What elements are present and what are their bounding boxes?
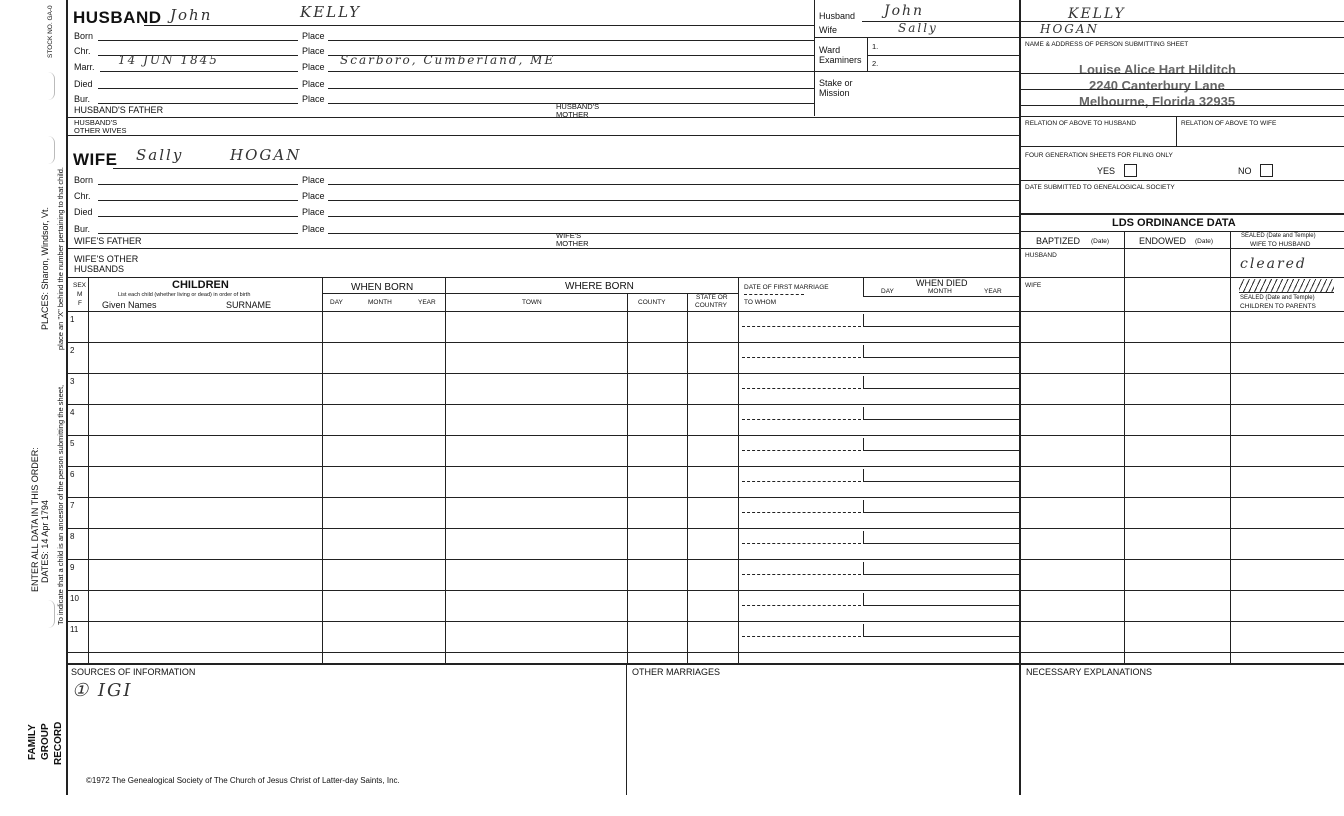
children-instr: List each child (whether living or dead) in order of birth bbox=[118, 292, 251, 298]
husband-marr-label: Marr. bbox=[74, 62, 95, 72]
copyright: ©1972 The Genealogical Society of The Church of Jesus Christ of Latter-day Saints, Inc. bbox=[86, 776, 400, 785]
lds-header-line bbox=[1019, 248, 1344, 249]
wife-chr-label: Chr. bbox=[74, 191, 91, 201]
wife-surname: HOGAN bbox=[230, 146, 302, 164]
wife-other-husbands-2: HUSBANDS bbox=[74, 264, 125, 274]
sources-handwriting: ① IGI bbox=[72, 680, 133, 701]
row-line bbox=[66, 528, 1344, 529]
wife-born-place-line bbox=[328, 184, 1019, 185]
died-box-line bbox=[863, 481, 1019, 482]
row-number: 2 bbox=[70, 346, 75, 355]
ward-husband-label: Husband bbox=[819, 11, 856, 21]
town-col bbox=[627, 293, 628, 664]
husband-born-place-line bbox=[328, 40, 814, 41]
row-number: 11 bbox=[70, 625, 79, 634]
wife-born-label: Born bbox=[74, 175, 94, 185]
row-number: 7 bbox=[70, 501, 75, 510]
ward-wife-label: Wife bbox=[819, 25, 837, 35]
wife-bur-place-label: Place bbox=[302, 224, 325, 234]
stake-label-2: Mission bbox=[819, 88, 850, 98]
row-line bbox=[66, 435, 1344, 436]
born-town: TOWN bbox=[522, 299, 542, 306]
wife-died-label: Died bbox=[74, 207, 93, 217]
lds-col-1 bbox=[1124, 231, 1125, 664]
lds-endowed: ENDOWED bbox=[1139, 236, 1186, 246]
examiner-1-line bbox=[867, 55, 1019, 56]
husband-father-label: HUSBAND'S FATHER bbox=[74, 105, 164, 115]
row-number: 4 bbox=[70, 408, 75, 417]
husband-chr-place-label: Place bbox=[302, 46, 325, 56]
children-title: CHILDREN bbox=[172, 279, 229, 291]
lds-hatched-area bbox=[1239, 279, 1334, 293]
lds-baptized: BAPTIZED bbox=[1036, 236, 1081, 246]
relation-bottom-line bbox=[1019, 146, 1344, 147]
hole-punch bbox=[48, 72, 55, 100]
marriage-dash bbox=[742, 419, 861, 420]
children-header-bottom bbox=[66, 311, 1019, 312]
row-line bbox=[66, 373, 1344, 374]
wife-other-husbands-line bbox=[66, 277, 1019, 278]
state-2: COUNTRY bbox=[695, 302, 728, 309]
ward-husband-given: John bbox=[884, 3, 925, 19]
lds-wife-line bbox=[1019, 311, 1344, 312]
indicate-instruction: To indicate that a child is an ancestor of the person submitting the sheet, bbox=[56, 384, 65, 625]
wife-father-label: WIFE'S FATHER bbox=[74, 236, 142, 246]
died-box-line bbox=[863, 357, 1019, 358]
ward-border bbox=[814, 0, 815, 116]
sex-label: SEX bbox=[73, 282, 87, 289]
wife-mother-label-2: MOTHER bbox=[556, 239, 589, 248]
lds-endowed-date: (Date) bbox=[1195, 238, 1214, 245]
row-line bbox=[66, 342, 1344, 343]
row-line bbox=[66, 497, 1344, 498]
stake-label-1: Stake or bbox=[819, 78, 853, 88]
examiner-2: 2. bbox=[872, 59, 879, 68]
place-x-instruction: place an "X" behind the number pertaining to that child. bbox=[56, 167, 65, 350]
died-box-line bbox=[863, 636, 1019, 637]
examiners-divider bbox=[867, 37, 868, 71]
died-box-line bbox=[863, 326, 1019, 327]
marriage-dash bbox=[742, 636, 861, 637]
died-box-line bbox=[863, 574, 1019, 575]
submitter-line-1: Louise Alice Hart Hilditch bbox=[1079, 62, 1236, 77]
submitter-rule-2 bbox=[1019, 89, 1344, 90]
wife-chr-place-label: Place bbox=[302, 191, 325, 201]
no-checkbox[interactable] bbox=[1260, 164, 1273, 177]
lds-top-line bbox=[1019, 213, 1344, 215]
wife-given-name: Sally bbox=[136, 146, 184, 164]
sex-m: M bbox=[77, 291, 83, 298]
places-text: PLACES: Sharon, Windsor, Vt. bbox=[40, 206, 50, 330]
row-line bbox=[66, 621, 1344, 622]
footer-top-line bbox=[66, 663, 1344, 665]
husband-parents-line bbox=[66, 117, 1019, 118]
marriage-dash bbox=[742, 512, 861, 513]
born-year: YEAR bbox=[418, 299, 436, 306]
dates-text: DATES: 14 Apr 1794 bbox=[40, 500, 50, 583]
husband-marr-place-label: Place bbox=[302, 62, 325, 72]
husband-chr-label: Chr. bbox=[74, 46, 91, 56]
wife-other-husbands-1: WIFE'S OTHER bbox=[74, 254, 139, 264]
husband-other-wives-line bbox=[66, 135, 1019, 136]
husband-name-line bbox=[144, 25, 814, 26]
name-col bbox=[322, 277, 323, 664]
husband-heading: HUSBAND bbox=[73, 8, 162, 27]
other-marriages-label: OTHER MARRIAGES bbox=[632, 667, 721, 677]
footer-divider bbox=[626, 663, 627, 795]
husband-other-wives-1: HUSBAND'S bbox=[74, 118, 118, 127]
stock-number: STOCK NO. GA-0 bbox=[47, 5, 54, 58]
date-col bbox=[445, 277, 446, 664]
died-box-line bbox=[863, 388, 1019, 389]
husband-died-place-label: Place bbox=[302, 79, 325, 89]
husband-bur-line bbox=[98, 103, 298, 104]
relation-top-line bbox=[1019, 116, 1344, 117]
husband-marr-line bbox=[100, 71, 298, 72]
submitter-rule-1 bbox=[1019, 73, 1344, 74]
born-county: COUNTY bbox=[638, 299, 666, 306]
died-box-line bbox=[863, 419, 1019, 420]
four-gen-label: FOUR GENERATION SHEETS FOR FILING ONLY bbox=[1025, 152, 1173, 159]
row-number: 1 bbox=[70, 315, 75, 324]
record-title-3: RECORD bbox=[53, 721, 64, 765]
enter-data-text: ENTER ALL DATA IN THIS ORDER: bbox=[30, 447, 40, 592]
ward-wife-given: Sally bbox=[898, 21, 938, 35]
died-month: MONTH bbox=[928, 288, 952, 295]
born-day: DAY bbox=[330, 299, 343, 306]
record-title-1: FAMILY bbox=[27, 724, 38, 760]
wife-died-line bbox=[98, 216, 298, 217]
died-col-left bbox=[863, 277, 864, 297]
husband-given-name: John bbox=[170, 6, 213, 24]
where-born-title: WHERE BORN bbox=[565, 281, 634, 292]
record-title-2: GROUP bbox=[40, 723, 51, 760]
wife-bur-place-line bbox=[328, 233, 1019, 234]
row-number: 6 bbox=[70, 470, 75, 479]
ward-label: Ward bbox=[819, 45, 841, 55]
husband-died-label: Died bbox=[74, 79, 93, 89]
died-box-line bbox=[863, 512, 1019, 513]
left-border bbox=[66, 0, 68, 795]
row-line bbox=[66, 466, 1344, 467]
first-marriage-label: DATE OF FIRST MARRIAGE bbox=[744, 284, 829, 291]
husband-bur-label: Bur. bbox=[74, 94, 91, 104]
wife-died-place-line bbox=[328, 216, 1019, 217]
hole-punch bbox=[48, 600, 55, 628]
date-submitted-label: DATE SUBMITTED TO GENEALOGICAL SOCIETY bbox=[1025, 184, 1175, 191]
row-line bbox=[66, 559, 1344, 560]
marriage-dash bbox=[742, 605, 861, 606]
died-year: YEAR bbox=[984, 288, 1002, 295]
husband-born-label: Born bbox=[74, 31, 94, 41]
children-surname: SURNAME bbox=[226, 300, 272, 310]
born-month: MONTH bbox=[368, 299, 392, 306]
husband-died-place-line bbox=[328, 88, 814, 89]
marriage-dash bbox=[742, 481, 861, 482]
wife-born-place-label: Place bbox=[302, 175, 325, 185]
relation-husband-label: RELATION OF ABOVE TO HUSBAND bbox=[1025, 120, 1136, 127]
submitter-line-2: 2240 Canterbury Lane bbox=[1089, 78, 1225, 93]
husband-marr-place: Scarboro, Cumberland, ME bbox=[340, 53, 556, 67]
husband-bur-place-label: Place bbox=[302, 94, 325, 104]
husband-died-line bbox=[98, 88, 298, 89]
row-line bbox=[66, 652, 1344, 653]
marriage-dash bbox=[742, 574, 861, 575]
lds-sealed-c2: CHILDREN TO PARENTS bbox=[1240, 303, 1316, 310]
wife-chr-place-line bbox=[328, 200, 1019, 201]
husband-born-place-label: Place bbox=[302, 31, 325, 41]
explanations-label: NECESSARY EXPLANATIONS bbox=[1026, 667, 1153, 677]
yes-label: YES bbox=[1097, 166, 1116, 176]
sex-col bbox=[88, 277, 89, 664]
husband-mother-label-2: MOTHER bbox=[556, 110, 589, 119]
wife-bur-label: Bur. bbox=[74, 224, 91, 234]
right-column-border bbox=[1019, 0, 1021, 795]
row-number: 10 bbox=[70, 594, 79, 603]
died-box-line bbox=[863, 543, 1019, 544]
marriage-dash bbox=[742, 326, 861, 327]
row-number: 8 bbox=[70, 532, 75, 541]
row-number: 5 bbox=[70, 439, 75, 448]
marriage-dash bbox=[742, 357, 861, 358]
relation-divider bbox=[1176, 116, 1177, 146]
when-born-rule bbox=[322, 293, 738, 294]
first-marriage-dash bbox=[744, 294, 804, 295]
sex-f: F bbox=[78, 300, 82, 307]
ward-husband-surname: KELLY bbox=[1068, 6, 1126, 22]
no-label: NO bbox=[1238, 166, 1252, 176]
marriage-dash bbox=[742, 450, 861, 451]
died-box-line bbox=[863, 450, 1019, 451]
wife-died-place-label: Place bbox=[302, 207, 325, 217]
row-line bbox=[66, 590, 1344, 591]
state-1: STATE OR bbox=[696, 294, 728, 301]
lds-wife: WIFE bbox=[1025, 282, 1042, 289]
lds-col-2 bbox=[1230, 231, 1231, 664]
lds-baptized-date: (Date) bbox=[1091, 238, 1110, 245]
wife-heading: WIFE bbox=[73, 150, 118, 169]
to-whom-label: TO WHOM bbox=[744, 299, 777, 306]
submitter-rule-3 bbox=[1019, 105, 1344, 106]
examiner-1: 1. bbox=[872, 42, 879, 51]
row-number: 3 bbox=[70, 377, 75, 386]
lds-husband-line bbox=[1019, 277, 1344, 278]
county-col bbox=[687, 293, 688, 664]
wife-parents-line bbox=[66, 248, 1019, 249]
row-number: 9 bbox=[70, 563, 75, 572]
state-col bbox=[738, 277, 739, 664]
lds-sealed-1: SEALED (Date and Temple) bbox=[1241, 233, 1316, 239]
ward-wife-surname: HOGAN bbox=[1040, 22, 1100, 36]
husband-other-wives-2: OTHER WIVES bbox=[74, 126, 127, 135]
hole-punch bbox=[48, 136, 55, 164]
died-header-rule bbox=[863, 296, 1019, 297]
yes-checkbox[interactable] bbox=[1124, 164, 1137, 177]
sources-label: SOURCES OF INFORMATION bbox=[71, 667, 196, 677]
husband-surname: KELLY bbox=[300, 3, 362, 21]
lds-title-line bbox=[1019, 231, 1344, 232]
when-died-title: WHEN DIED bbox=[916, 278, 968, 288]
lds-sealed-2: WIFE TO HUSBAND bbox=[1250, 241, 1311, 248]
wife-mother-label-1: WIFE'S bbox=[556, 231, 582, 240]
lds-sealed-c1: SEALED (Date and Temple) bbox=[1240, 295, 1315, 301]
husband-mother-label-1: HUSBAND'S bbox=[556, 102, 600, 111]
lds-cleared: cleared bbox=[1240, 256, 1307, 272]
when-born-title: WHEN BORN bbox=[351, 282, 414, 293]
died-day: DAY bbox=[881, 288, 894, 295]
relation-wife-label: RELATION OF ABOVE TO WIFE bbox=[1181, 120, 1277, 127]
submitter-line-3: Melbourne, Florida 32935 bbox=[1079, 94, 1236, 109]
husband-marr-date: 14 JUN 1845 bbox=[118, 53, 219, 67]
ward-wife-line bbox=[814, 37, 1344, 38]
wife-bur-line bbox=[98, 233, 298, 234]
submitter-label: NAME & ADDRESS OF PERSON SUBMITTING SHEET bbox=[1025, 41, 1189, 48]
lds-husband: HUSBAND bbox=[1025, 252, 1057, 259]
children-given: Given Names bbox=[102, 300, 157, 310]
husband-born-line bbox=[98, 40, 298, 41]
marriage-dash bbox=[742, 543, 861, 544]
examiners-bottom-line bbox=[814, 71, 1019, 72]
row-line bbox=[66, 404, 1344, 405]
wife-chr-line bbox=[98, 200, 298, 201]
examiners-label: Examiners bbox=[819, 55, 862, 65]
died-box-line bbox=[863, 605, 1019, 606]
wife-born-line bbox=[98, 184, 298, 185]
lds-title: LDS ORDINANCE DATA bbox=[1112, 217, 1236, 229]
wife-name-line bbox=[113, 168, 1019, 169]
marriage-dash bbox=[742, 388, 861, 389]
husband-marr-place-line bbox=[328, 71, 814, 72]
four-gen-bottom-line bbox=[1019, 180, 1344, 181]
